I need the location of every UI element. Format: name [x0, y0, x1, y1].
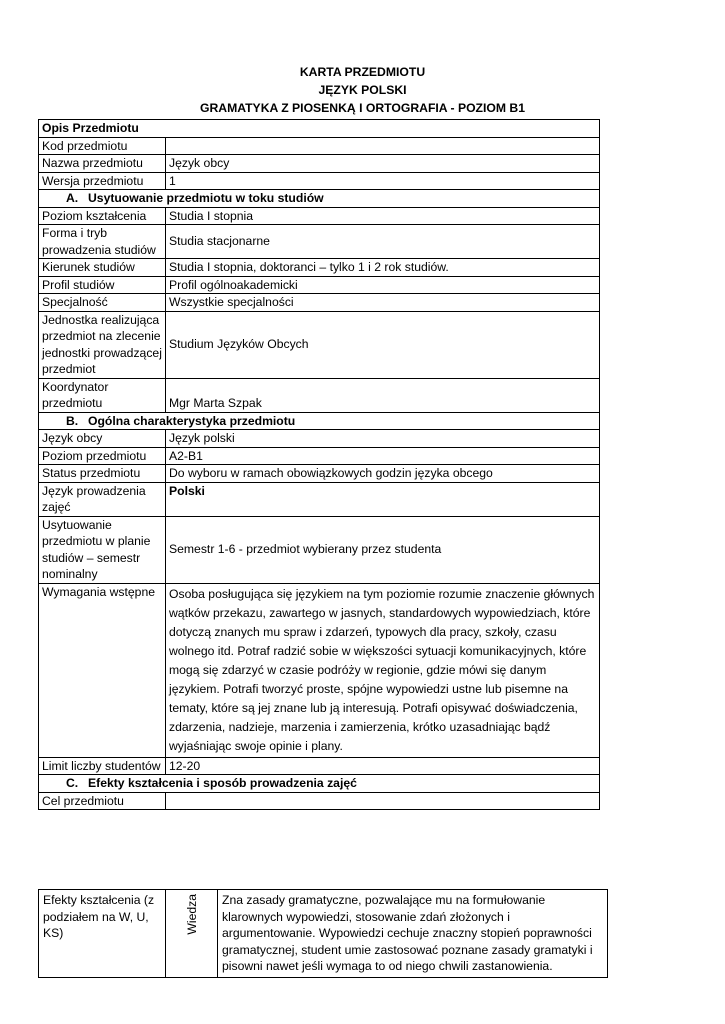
row-value: Semestr 1-6 - przedmiot wybierany przez studenta: [166, 516, 600, 583]
row-value: Język polski: [166, 430, 600, 448]
section-letter: B.: [66, 413, 79, 428]
row-value: Mgr Marta Szpak: [166, 378, 600, 412]
effects-category: Wiedza: [184, 894, 199, 935]
row-value: Studium Języków Obcych: [166, 311, 600, 378]
table-row: [39, 294, 600, 312]
row-label: Język prowadzenia zajęć: [39, 482, 166, 516]
row-label: Profil studiów: [39, 276, 166, 294]
row-label: Wymagania wstępne: [39, 583, 166, 757]
row-value: 12-20: [166, 757, 600, 775]
section-title: Efekty kształcenia i sposób prowadzenia zajęć: [88, 776, 357, 790]
section-header-b: [39, 412, 600, 430]
table-row: [39, 378, 600, 412]
row-value: Studia stacjonarne: [166, 225, 600, 259]
table-row: [39, 890, 608, 978]
table-row: [39, 311, 600, 378]
table-row: [39, 137, 600, 155]
table-row: [39, 482, 600, 516]
row-value: A2-B1: [166, 447, 600, 465]
table-row: [39, 190, 600, 208]
document-header: [0, 63, 725, 117]
table-row: [39, 207, 600, 225]
section-letter: C.: [66, 776, 79, 790]
section-letter: A.: [66, 191, 79, 205]
row-label: Specjalność: [39, 294, 166, 312]
row-label: Język obcy: [39, 430, 166, 448]
section-title: Usytuowanie przedmiotu w toku studiów: [88, 191, 324, 205]
row-label: Koordynator przedmiotu: [39, 378, 166, 412]
effects-category-cell: [166, 890, 218, 978]
section-header-a: [39, 190, 600, 208]
row-value: Osoba posługująca się językiem na tym poziomie rozumie znaczenie głównych wątków przekazu, zawartego w jasnych, standardowych wypowiedziach, które dotyczą znanych mu spraw i zdarzeń, typowych dla pracy, szkoły, czasu wolnego itd. Potraf radzić sobie w większości sytuacji komunikacyjnych, które mogą się zdarzyć w czasie podróży w regionie, gdzie mówi się danym językiem. Potrafi tworzyć proste, spójne wypowiedzi ustne lub pisemne na tematy, które są jej znane lub ją interesują. Potrafi opisywać doświadczenia, zdarzenia, nadzieje, marzenia i zamierzenia, krótko uzasadniając bądź wyjaśniając swoje opinie i plany.: [166, 583, 600, 757]
row-value: Studia I stopnia, doktoranci – tylko 1 i 2 rok studiów.: [166, 259, 600, 277]
table-row: [39, 155, 600, 173]
row-label: Status przedmiotu: [39, 465, 166, 483]
table-row: [39, 775, 600, 793]
row-label: Jednostka realizująca przedmiot na zlecenie jednostki prowadzącej przedmiot: [39, 311, 166, 378]
row-label: Forma i tryb prowadzenia studiów: [39, 225, 166, 259]
table-row: [39, 447, 600, 465]
effects-label: Efekty kształcenia (z podziałem na W, U, KS): [39, 890, 166, 978]
row-value: [166, 137, 600, 155]
row-label: Usytuowanie przedmiotu w planie studiów – semestr nominalny: [39, 516, 166, 583]
table-row: [39, 120, 600, 138]
table-row: [39, 412, 600, 430]
table-row: [39, 465, 600, 483]
table-row: [39, 225, 600, 259]
row-value: Studia I stopnia: [166, 207, 600, 225]
table-row: [39, 430, 600, 448]
table-row: [39, 259, 600, 277]
table-row: [39, 757, 600, 775]
row-value: 1: [166, 172, 600, 190]
header-title: KARTA PRZEDMIOTU: [299, 65, 426, 79]
section-header-c: [39, 775, 600, 793]
row-label: Limit liczby studentów: [39, 757, 166, 775]
row-value: [166, 792, 600, 810]
row-value: Wszystkie specjalności: [166, 294, 600, 312]
row-label: Poziom przedmiotu: [39, 447, 166, 465]
row-value: Polski: [166, 482, 600, 516]
table-row: [39, 792, 600, 810]
table-row: [39, 516, 600, 583]
table-row: [39, 583, 600, 757]
header-language: JĘZYK POLSKI: [318, 83, 407, 97]
course-description-table: [38, 119, 600, 810]
section-title-opis: Opis Przedmiotu: [39, 120, 600, 138]
row-value: Do wyboru w ramach obowiązkowych godzin języka obcego: [166, 465, 600, 483]
table-row: [39, 172, 600, 190]
learning-outcomes-table: [38, 889, 608, 978]
row-value: Profil ogólnoakademicki: [166, 276, 600, 294]
row-label: Nazwa przedmiotu: [39, 155, 166, 173]
header-course-name: GRAMATYKA Z PIOSENKĄ I ORTOGRAFIA - POZIOM B1: [199, 101, 525, 115]
row-label: Wersja przedmiotu: [39, 172, 166, 190]
row-label: Poziom kształcenia: [39, 207, 166, 225]
table-row: [39, 276, 600, 294]
row-label: Cel przedmiotu: [39, 792, 166, 810]
row-value: Język obcy: [166, 155, 600, 173]
row-label: Kierunek studiów: [39, 259, 166, 277]
section-title: Ogólna charakterystyka przedmiotu: [88, 413, 296, 428]
row-label: Kod przedmiotu: [39, 137, 166, 155]
effects-text: Zna zasady gramatyczne, pozwalające mu na formułowanie klarownych wypowiedzi, stosowanie zdań złożonych i argumentowanie. Wypowiedzi cechuje znaczny stopień poprawności gramatycznej, student umie zastosować poznane zasady gramatyki i pisowni nawet jeśli wymaga to od niego chwili zastanowienia.: [218, 890, 608, 978]
